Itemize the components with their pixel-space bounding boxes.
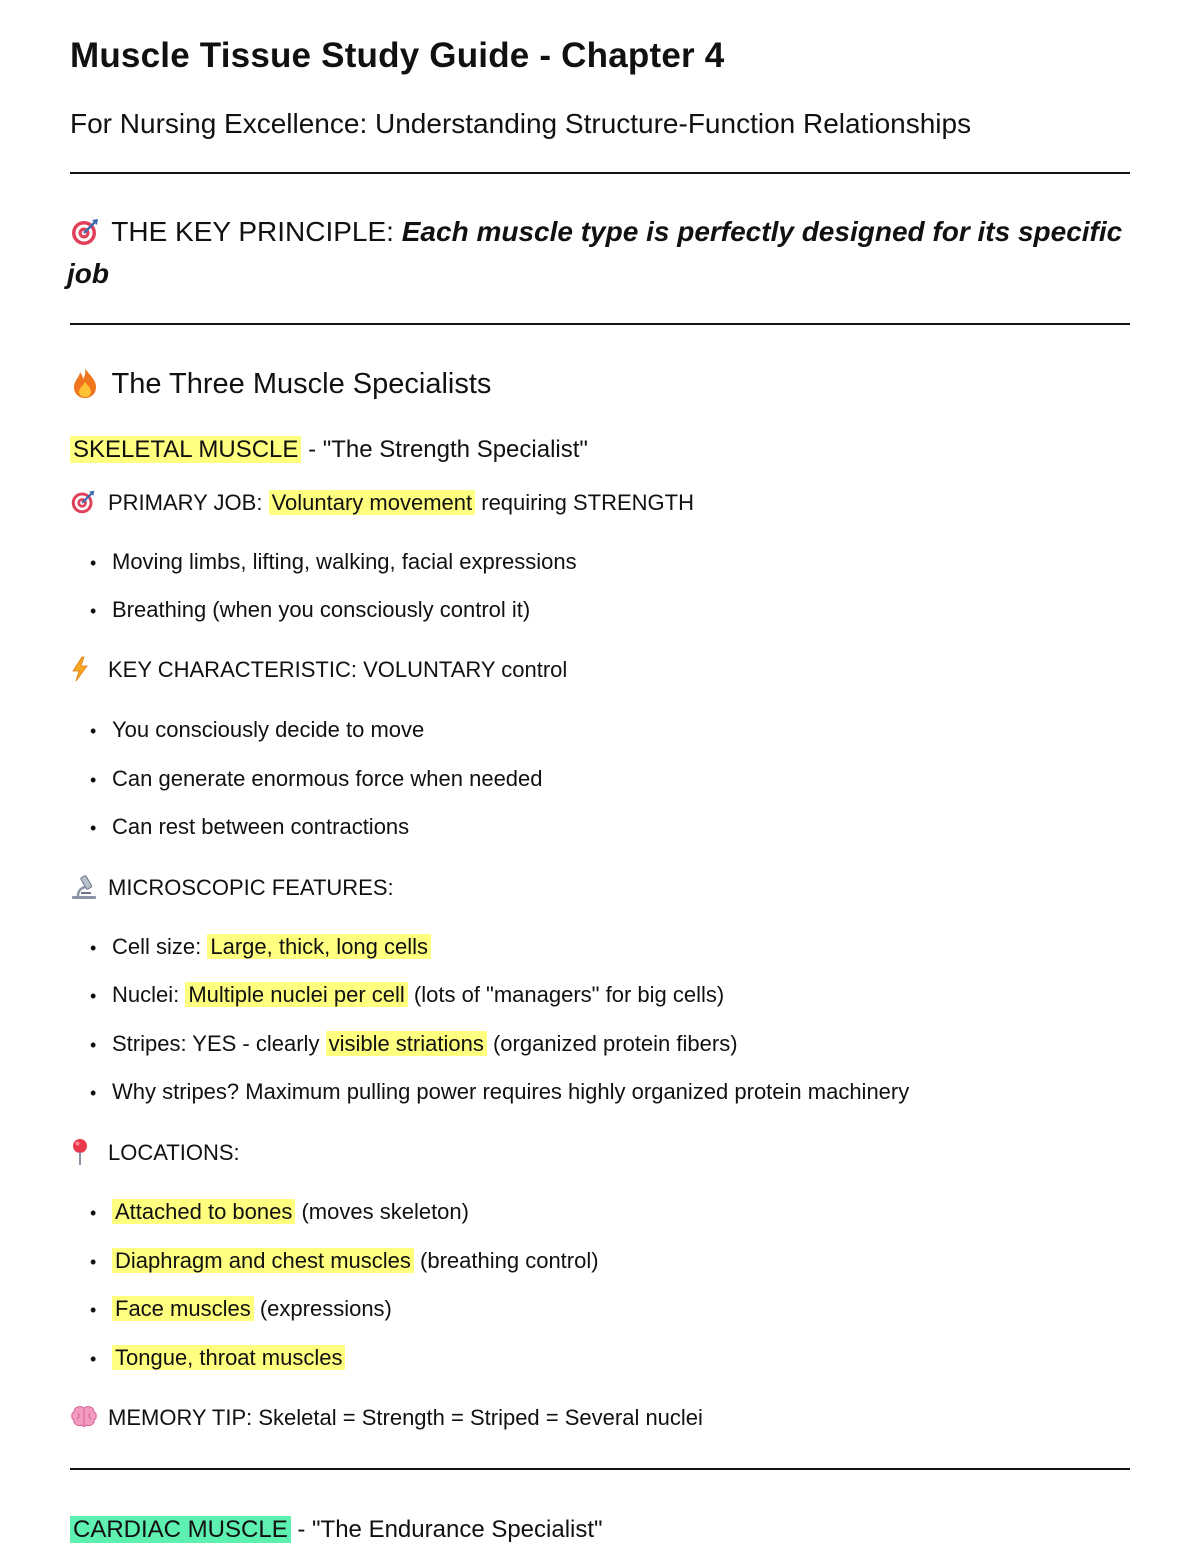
memory-tip: MEMORY TIP: Skeletal = Strength = Striped = Several nuclei [70,1405,703,1431]
list-item: • Stripes: YES - clearly visible striations (organized protein fibers) [90,1031,738,1057]
brain-icon [70,1405,108,1431]
skeletal-name: SKELETAL MUSCLE [70,436,301,463]
principle-label: THE KEY PRINCIPLE: [111,216,394,247]
cardiac-nickname: - "The Endurance Specialist" [290,1516,603,1543]
target-icon [70,216,104,249]
divider [70,1468,1130,1470]
list-item: • Attached to bones (moves skeleton) [90,1199,469,1225]
microscopic-features: MICROSCOPIC FEATURES: [70,875,394,902]
cardiac-heading [70,1516,603,1544]
skeletal-heading [70,436,588,464]
lightning-icon [70,657,108,684]
target-icon [70,490,108,517]
list-item: • You consciously decide to move [90,717,424,743]
pin-icon [70,1140,108,1168]
list-item: • Moving limbs, lifting, walking, facial expressions [90,549,577,575]
page-subtitle: For Nursing Excellence: Understanding Structure-Function Relationships [70,108,972,139]
list-item: • Diaphragm and chest muscles (breathing control) [90,1248,599,1274]
page-title: Muscle Tissue Study Guide - Chapter 4 [70,36,725,75]
principle-text-cont: job [67,258,109,289]
key-principle [70,216,1122,249]
list-item: • Why stripes? Maximum pulling power requires highly organized protein machinery [90,1079,909,1105]
cardiac-name: CARDIAC MUSCLE [70,1516,291,1543]
list-item: • Cell size: Large, thick, long cells [90,934,431,960]
microscope-icon [70,875,108,902]
locations: LOCATIONS: [70,1140,240,1168]
primary-job: PRIMARY JOB: Voluntary movement requiring STRENGTH [70,490,694,517]
list-item: • Face muscles (expressions) [90,1296,392,1322]
principle-text: Each muscle type is perfectly designed for its specific [401,216,1123,247]
divider [70,172,1130,174]
list-item: • Breathing (when you consciously control it) [90,597,530,623]
list-item: • Can rest between contractions [90,814,409,840]
list-item: • Can generate enormous force when needed [90,766,543,792]
list-item: • Nuclei: Multiple nuclei per cell (lots of "managers" for big cells) [90,982,724,1008]
divider [70,323,1130,325]
key-characteristic: KEY CHARACTERISTIC: VOLUNTARY control [70,657,567,684]
section-heading: The Three Muscle Specialists [70,368,491,402]
skeletal-nickname: - "The Strength Specialist" [301,436,588,463]
list-item: • Tongue, throat muscles [90,1345,345,1371]
fire-icon [70,368,104,402]
